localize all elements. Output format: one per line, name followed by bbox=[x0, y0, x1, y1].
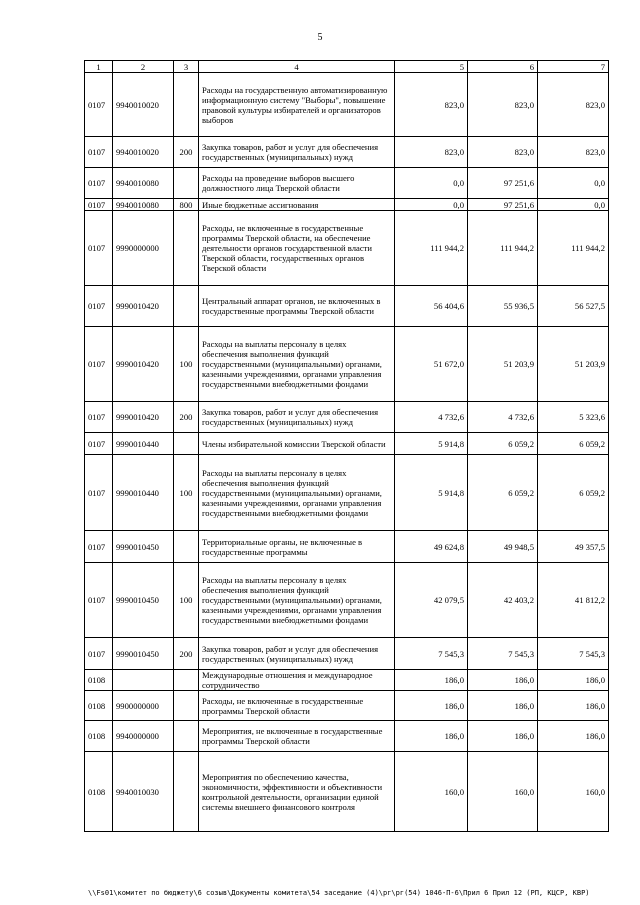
section-code-cell: 0107 bbox=[85, 638, 113, 670]
value-cell: 51 203,9 bbox=[538, 327, 609, 402]
expense-type-cell: 200 bbox=[174, 402, 199, 433]
expense-type-cell bbox=[174, 286, 199, 327]
table-row bbox=[85, 199, 609, 211]
value-cell: 186,0 bbox=[395, 691, 468, 721]
description-cell: Закупка товаров, работ и услуг для обеспечения государственных (муниципальных) нужд bbox=[199, 638, 395, 670]
value-cell: 42 403,2 bbox=[468, 563, 538, 638]
expense-type-cell bbox=[174, 73, 199, 137]
value-cell: 0,0 bbox=[395, 199, 468, 211]
description-cell: Территориальные органы, не включенные в государственные программы bbox=[199, 531, 395, 563]
value-cell: 186,0 bbox=[538, 691, 609, 721]
value-cell: 186,0 bbox=[468, 670, 538, 691]
target-code-cell: 9940010020 bbox=[113, 73, 174, 137]
value-cell: 0,0 bbox=[538, 199, 609, 211]
table-row bbox=[85, 327, 609, 402]
column-header: 7 bbox=[538, 61, 609, 73]
table-row bbox=[85, 752, 609, 832]
value-cell: 160,0 bbox=[468, 752, 538, 832]
description-cell: Закупка товаров, работ и услуг для обеспечения государственных (муниципальных) нужд bbox=[199, 137, 395, 168]
target-code-cell: 9990010420 bbox=[113, 327, 174, 402]
table-row bbox=[85, 455, 609, 531]
table-row bbox=[85, 286, 609, 327]
target-code-cell: 9940010020 bbox=[113, 137, 174, 168]
table-row bbox=[85, 73, 609, 137]
section-code-cell: 0107 bbox=[85, 199, 113, 211]
column-header: 1 bbox=[85, 61, 113, 73]
target-code-cell: 9990010440 bbox=[113, 433, 174, 455]
table-row bbox=[85, 721, 609, 752]
description-cell: Мероприятия, не включенные в государственные программы Тверской области bbox=[199, 721, 395, 752]
description-cell: Расходы на проведение выборов высшего должностного лица Тверской области bbox=[199, 168, 395, 199]
description-cell: Члены избирательной комиссии Тверской области bbox=[199, 433, 395, 455]
expense-type-cell bbox=[174, 211, 199, 286]
description-cell: Расходы, не включенные в государственные программы Тверской области, на обеспечение деятельности органов государственной власти Тверской области, государственных органов Тверской области bbox=[199, 211, 395, 286]
table-row bbox=[85, 670, 609, 691]
value-cell: 111 944,2 bbox=[468, 211, 538, 286]
value-cell: 5 914,8 bbox=[395, 455, 468, 531]
column-header: 5 bbox=[395, 61, 468, 73]
value-cell: 111 944,2 bbox=[395, 211, 468, 286]
section-code-cell: 0107 bbox=[85, 433, 113, 455]
description-cell: Расходы на выплаты персоналу в целях обеспечения выполнения функций государственными (муниципальными) органами, казенными учреждениями, органами управления государственными внебюджетными фондами bbox=[199, 327, 395, 402]
section-code-cell: 0107 bbox=[85, 211, 113, 286]
value-cell: 49 357,5 bbox=[538, 531, 609, 563]
target-code-cell: 9990010450 bbox=[113, 638, 174, 670]
value-cell: 55 936,5 bbox=[468, 286, 538, 327]
expense-type-cell bbox=[174, 721, 199, 752]
table-row bbox=[85, 137, 609, 168]
target-code-cell: 9900000000 bbox=[113, 691, 174, 721]
value-cell: 186,0 bbox=[538, 721, 609, 752]
section-code-cell: 0108 bbox=[85, 752, 113, 832]
value-cell: 111 944,2 bbox=[538, 211, 609, 286]
value-cell: 0,0 bbox=[395, 168, 468, 199]
target-code-cell: 9990010450 bbox=[113, 531, 174, 563]
section-code-cell: 0107 bbox=[85, 168, 113, 199]
value-cell: 42 079,5 bbox=[395, 563, 468, 638]
value-cell: 41 812,2 bbox=[538, 563, 609, 638]
column-header: 6 bbox=[468, 61, 538, 73]
target-code-cell: 9940010080 bbox=[113, 168, 174, 199]
section-code-cell: 0108 bbox=[85, 670, 113, 691]
value-cell: 823,0 bbox=[538, 73, 609, 137]
value-cell: 186,0 bbox=[395, 721, 468, 752]
expense-type-cell: 100 bbox=[174, 455, 199, 531]
value-cell: 6 059,2 bbox=[538, 433, 609, 455]
section-code-cell: 0107 bbox=[85, 455, 113, 531]
section-code-cell: 0107 bbox=[85, 137, 113, 168]
value-cell: 51 672,0 bbox=[395, 327, 468, 402]
description-cell: Расходы на выплаты персоналу в целях обеспечения выполнения функций государственными (муниципальными) органами, казенными учреждениями, органами управления государственными внебюджетными фондами bbox=[199, 563, 395, 638]
section-code-cell: 0108 bbox=[85, 721, 113, 752]
value-cell: 186,0 bbox=[468, 721, 538, 752]
description-cell: Расходы, не включенные в государственные программы Тверской области bbox=[199, 691, 395, 721]
value-cell: 6 059,2 bbox=[468, 455, 538, 531]
description-cell: Центральный аппарат органов, не включенных в государственные программы Тверской области bbox=[199, 286, 395, 327]
value-cell: 5 914,8 bbox=[395, 433, 468, 455]
column-header: 3 bbox=[174, 61, 199, 73]
description-cell: Мероприятия по обеспечению качества, экономичности, эффективности и объективности контрольной деятельности, организации единой системы внешнего финансового контроля bbox=[199, 752, 395, 832]
target-code-cell: 9940010080 bbox=[113, 199, 174, 211]
value-cell: 51 203,9 bbox=[468, 327, 538, 402]
description-cell: Иные бюджетные ассигнования bbox=[199, 199, 395, 211]
target-code-cell: 9990010440 bbox=[113, 455, 174, 531]
column-header: 2 bbox=[113, 61, 174, 73]
section-code-cell: 0107 bbox=[85, 327, 113, 402]
value-cell: 823,0 bbox=[395, 73, 468, 137]
expense-type-cell: 800 bbox=[174, 199, 199, 211]
table-row bbox=[85, 638, 609, 670]
expense-type-cell: 200 bbox=[174, 638, 199, 670]
value-cell: 7 545,3 bbox=[395, 638, 468, 670]
value-cell: 4 732,6 bbox=[395, 402, 468, 433]
value-cell: 186,0 bbox=[468, 691, 538, 721]
value-cell: 160,0 bbox=[395, 752, 468, 832]
value-cell: 6 059,2 bbox=[538, 455, 609, 531]
target-code-cell: 9990010420 bbox=[113, 286, 174, 327]
target-code-cell: 9940010030 bbox=[113, 752, 174, 832]
file-path-footer: \\Fs01\комитет по бюджету\6 созыв\Документы комитета\54 заседание (4)\рг\рг(54) 1046-П-6\Прил 6 Прил 12 (РП, КЦСР, КВР) bbox=[88, 889, 590, 897]
value-cell: 97 251,6 bbox=[468, 168, 538, 199]
expense-type-cell bbox=[174, 670, 199, 691]
value-cell: 823,0 bbox=[468, 137, 538, 168]
table-row bbox=[85, 402, 609, 433]
description-cell: Закупка товаров, работ и услуг для обеспечения государственных (муниципальных) нужд bbox=[199, 402, 395, 433]
section-code-cell: 0107 bbox=[85, 531, 113, 563]
table-row bbox=[85, 563, 609, 638]
table-row bbox=[85, 691, 609, 721]
expense-type-cell: 100 bbox=[174, 327, 199, 402]
budget-table bbox=[84, 60, 609, 832]
target-code-cell: 9940000000 bbox=[113, 721, 174, 752]
value-cell: 49 948,5 bbox=[468, 531, 538, 563]
expense-type-cell: 200 bbox=[174, 137, 199, 168]
value-cell: 186,0 bbox=[395, 670, 468, 691]
table-row bbox=[85, 531, 609, 563]
target-code-cell: 9990010420 bbox=[113, 402, 174, 433]
target-code-cell: 9990000000 bbox=[113, 211, 174, 286]
value-cell: 823,0 bbox=[538, 137, 609, 168]
value-cell: 0,0 bbox=[538, 168, 609, 199]
section-code-cell: 0107 bbox=[85, 563, 113, 638]
value-cell: 7 545,3 bbox=[468, 638, 538, 670]
value-cell: 5 323,6 bbox=[538, 402, 609, 433]
description-cell: Международные отношения и международное сотрудничество bbox=[199, 670, 395, 691]
table-row bbox=[85, 211, 609, 286]
value-cell: 97 251,6 bbox=[468, 199, 538, 211]
expense-type-cell bbox=[174, 531, 199, 563]
expense-type-cell bbox=[174, 691, 199, 721]
section-code-cell: 0108 bbox=[85, 691, 113, 721]
value-cell: 7 545,3 bbox=[538, 638, 609, 670]
target-code-cell bbox=[113, 670, 174, 691]
section-code-cell: 0107 bbox=[85, 286, 113, 327]
description-cell: Расходы на выплаты персоналу в целях обеспечения выполнения функций государственными (муниципальными) органами, казенными учреждениями, органами управления государственными внебюджетными фондами bbox=[199, 455, 395, 531]
value-cell: 823,0 bbox=[468, 73, 538, 137]
table-row bbox=[85, 433, 609, 455]
value-cell: 56 404,6 bbox=[395, 286, 468, 327]
value-cell: 160,0 bbox=[538, 752, 609, 832]
value-cell: 56 527,5 bbox=[538, 286, 609, 327]
section-code-cell: 0107 bbox=[85, 402, 113, 433]
expense-type-cell: 100 bbox=[174, 563, 199, 638]
value-cell: 186,0 bbox=[538, 670, 609, 691]
value-cell: 6 059,2 bbox=[468, 433, 538, 455]
value-cell: 49 624,8 bbox=[395, 531, 468, 563]
expense-type-cell bbox=[174, 168, 199, 199]
section-code-cell: 0107 bbox=[85, 73, 113, 137]
value-cell: 823,0 bbox=[395, 137, 468, 168]
table-row bbox=[85, 168, 609, 199]
page-number: 5 bbox=[317, 32, 323, 43]
header-row bbox=[85, 61, 609, 73]
expense-type-cell bbox=[174, 752, 199, 832]
column-header: 4 bbox=[199, 61, 395, 73]
expense-type-cell bbox=[174, 433, 199, 455]
target-code-cell: 9990010450 bbox=[113, 563, 174, 638]
value-cell: 4 732,6 bbox=[468, 402, 538, 433]
description-cell: Расходы на государственную автоматизированную информационную систему "Выборы", повышение правовой культуры избирателей и организаторов выборов bbox=[199, 73, 395, 137]
